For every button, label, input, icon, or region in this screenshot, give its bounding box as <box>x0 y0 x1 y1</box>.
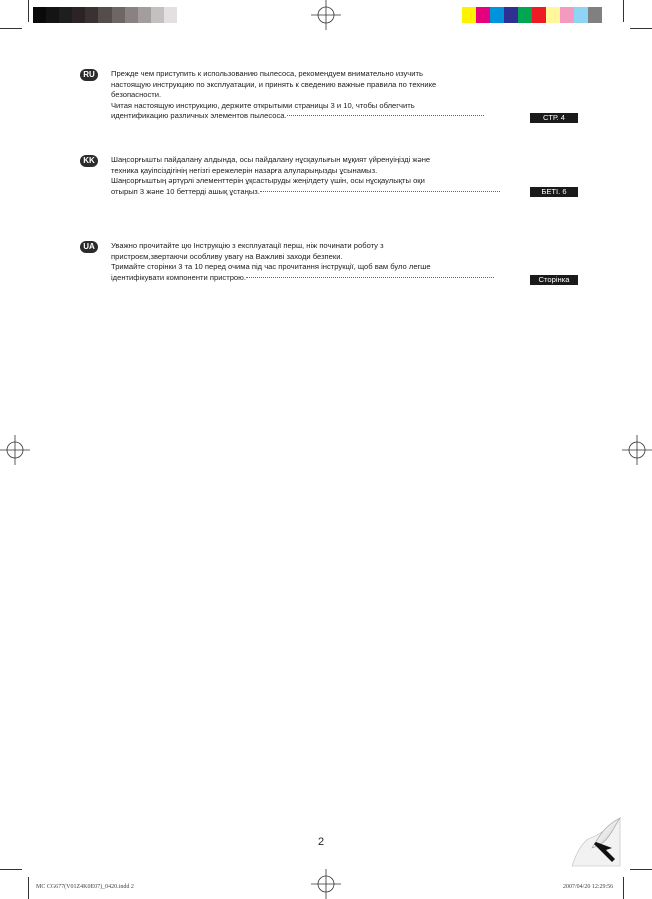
page-reference[interactable]: СТР. 4 <box>530 113 578 123</box>
gray-ramp-swatch <box>33 7 46 23</box>
color-swatch-bar <box>462 7 602 23</box>
text-line: настоящую инструкцию по эксплуатации, и принять к сведению важные правила по технике <box>111 79 437 89</box>
crop-mark <box>623 877 624 899</box>
crop-mark <box>630 869 652 870</box>
gray-ramp-swatch <box>151 7 164 23</box>
text-line: техника қауіпсіздігінің негізгі ережелерін назарға алуларыңызды ұсынамыз. <box>111 165 378 175</box>
page-reference[interactable]: Сторінка 8 <box>530 275 578 285</box>
gray-ramp-swatch <box>164 7 177 23</box>
language-badge-ua: UA <box>80 241 98 253</box>
text-line: Уважно прочитайте цю Інструкцію з експлуатації перш, ніж починати роботу з <box>111 241 384 250</box>
footer-timestamp: 2007/04/20 12:29:56 <box>563 884 614 890</box>
crop-mark <box>630 28 652 29</box>
crop-mark <box>623 0 624 22</box>
text-line: пристроєм,звертаючи особливу увагу на Важливі заходи безпеки. <box>111 251 343 261</box>
registration-mark-bottom-icon <box>311 869 341 899</box>
section-ru <box>80 69 580 125</box>
text-line: идентификацию различных элементов пылесоса. <box>111 111 287 121</box>
gray-ramp-swatch <box>98 7 111 23</box>
section-text <box>111 69 511 122</box>
section-kk <box>80 155 580 201</box>
text-line: Прежде чем приступить к использованию пылесоса, рекомендуем внимательно изучить <box>111 69 423 78</box>
text-line: безопасности. <box>111 90 162 100</box>
color-swatch <box>476 7 490 23</box>
footer-file-info: MC CG677(V01Z4K0E07)_0420.indd 2 <box>36 884 134 890</box>
text-line: Шаңсорғыштың әртүрлі элементтерін ұқсастыруды жеңілдету үшін, осы нұсқаулықты оқи <box>111 176 425 186</box>
gray-ramp-swatch <box>85 7 98 23</box>
color-swatch <box>490 7 504 23</box>
crop-mark <box>28 877 29 899</box>
page-turn-icon[interactable] <box>568 814 624 868</box>
crop-mark <box>0 28 22 29</box>
gray-ramp-bar <box>33 7 177 23</box>
color-swatch <box>532 7 546 23</box>
gray-ramp-swatch <box>46 7 59 23</box>
gray-ramp-swatch <box>59 7 72 23</box>
registration-mark-left-icon <box>0 435 30 465</box>
text-line: ідентифікувати компоненти пристрою. <box>111 272 246 282</box>
text-line: Тримайте сторінки 3 та 10 перед очима під час прочитання інструкції, щоб вам було легше <box>111 262 431 272</box>
gray-ramp-swatch <box>138 7 151 23</box>
leader-dots <box>287 115 484 116</box>
gray-ramp-swatch <box>112 7 125 23</box>
page-reference[interactable]: БЕТІ. 6 <box>530 187 578 197</box>
color-swatch <box>574 7 588 23</box>
text-line: Шаңсорғышты пайдалану алдында, осы пайдалану нұсқаулығын мұқият үйренуіңізді және <box>111 155 431 164</box>
page-number: 2 <box>318 836 325 848</box>
section-ua <box>80 241 580 294</box>
registration-mark-right-icon <box>622 435 652 465</box>
gray-ramp-swatch <box>72 7 85 23</box>
text-line: отырып 3 және 10 беттерді ашық ұстаңыз. <box>111 186 260 196</box>
section-text <box>111 241 511 283</box>
color-swatch <box>504 7 518 23</box>
registration-mark-top-icon <box>311 0 341 30</box>
leader-dots <box>246 277 494 278</box>
text-line: Читая настоящую инструкцию, держите открытыми страницы 3 и 10, чтобы облегчить <box>111 100 415 110</box>
language-badge-kk: KK <box>80 155 98 167</box>
language-badge-ru: RU <box>80 69 98 81</box>
crop-mark <box>0 869 22 870</box>
color-swatch <box>588 7 602 23</box>
color-swatch <box>462 7 476 23</box>
crop-mark <box>28 0 29 22</box>
color-swatch <box>546 7 560 23</box>
leader-dots <box>260 191 500 192</box>
gray-ramp-swatch <box>125 7 138 23</box>
section-text <box>111 155 511 197</box>
color-swatch <box>560 7 574 23</box>
color-swatch <box>518 7 532 23</box>
